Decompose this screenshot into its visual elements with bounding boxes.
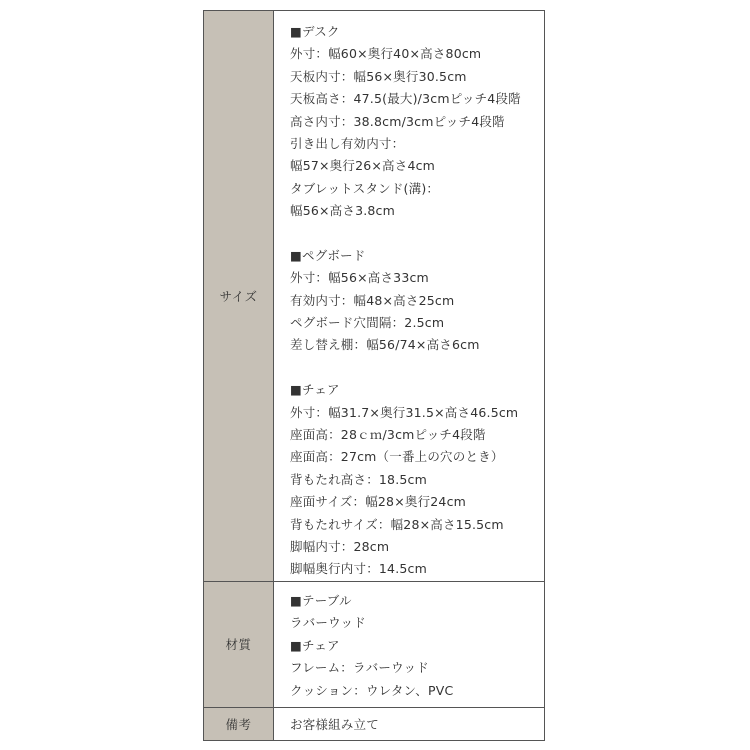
desk-spec-line: 幅57×奥行26×高さ4cm [290,158,436,174]
chair-spec-line: 外寸：幅31.7×奥行31.5×高さ46.5cm [290,404,519,420]
pegboard-heading: ■ペグボード [290,247,366,263]
material-line: ■テーブル [290,592,352,608]
section-spacer [290,223,544,245]
section-spacer [290,357,544,379]
spec-row-notes [204,707,545,740]
desk-spec-line: 引き出し有効内寸： [290,135,405,151]
size-value [274,11,545,582]
chair-spec-line: 座面サイズ：幅28×奥行24cm [290,494,467,510]
desk-spec-line: 天板高さ：47.5(最大)/3cmピッチ4段階 [290,91,521,107]
chair-spec-line: 背もたれ高さ：18.5cm [290,471,427,487]
desk-spec-line: 幅56×高さ3.8cm [290,203,396,219]
desk-spec-line: 天板内寸：幅56×奥行30.5cm [290,68,467,84]
spec-table [203,10,545,741]
notes-label: 備考 [204,707,274,740]
material-line: フレーム：ラバーウッド [290,660,429,676]
material-line: クッション：ウレタン、PVC [290,682,454,698]
pegboard-spec-line: 外寸：幅56×高さ33cm [290,270,429,286]
chair-spec-line: 座面高：28ｃｍ/3cmピッチ4段階 [290,427,486,443]
material-line: ラバーウッド [290,615,366,631]
desk-spec-line: 高さ内寸：38.8cm/3cmピッチ4段階 [290,113,505,129]
material-line: ■チェア [290,637,340,653]
desk-spec-line: 外寸：幅60×奥行40×高さ80cm [290,46,482,62]
chair-spec-line: 脚幅奥行内寸：14.5cm [290,561,427,577]
pegboard-spec-line: ペグボード穴間隔：2.5cm [290,315,445,331]
chair-spec-line: 座面高：27cm（一番上の穴のとき） [290,449,504,465]
pegboard-spec-line: 差し替え棚：幅56/74×高さ6cm [290,337,480,353]
material-value [274,581,545,707]
desk-spec-line: タブレットスタンド(溝)： [290,180,440,196]
material-label: 材質 [204,581,274,707]
size-label: サイズ [204,11,274,582]
spec-row-size [204,11,545,582]
desk-heading: ■デスク [290,24,340,39]
notes-value: お客様組み立て [274,707,545,740]
chair-heading: ■チェア [290,382,340,398]
chair-spec-line: 背もたれサイズ：幅28×高さ15.5cm [290,516,504,532]
spec-row-material [204,581,545,707]
chair-spec-line: 脚幅内寸：28cm [290,538,390,554]
pegboard-spec-line: 有効内寸：幅48×高さ25cm [290,292,455,308]
